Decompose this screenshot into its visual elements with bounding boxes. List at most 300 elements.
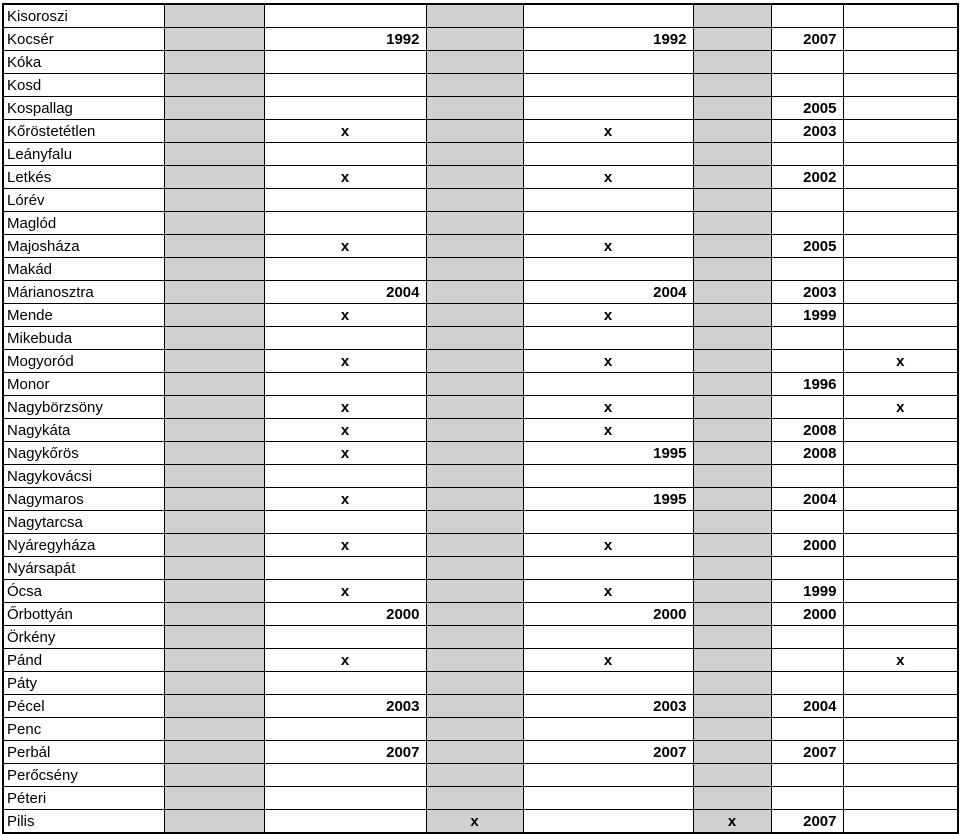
value-cell: x [523,649,693,672]
value-cell [693,465,771,488]
table-row [3,4,958,28]
value-cell [693,626,771,649]
value-cell [693,258,771,281]
value-cell: 2007 [771,741,843,764]
value-cell [843,74,958,97]
value-cell [426,603,523,626]
value-cell [843,28,958,51]
value-cell [771,649,843,672]
value-cell [426,28,523,51]
value-cell: x [523,304,693,327]
value-cell [426,419,523,442]
value-cell [523,373,693,396]
value-cell [164,166,264,189]
value-cell [771,396,843,419]
value-cell [843,764,958,787]
value-cell: x [264,120,426,143]
value-cell [771,465,843,488]
value-cell [164,672,264,695]
settlement-name-cell: Nagybörzsöny [3,396,164,419]
value-cell: 1999 [771,304,843,327]
settlement-name-cell: Leányfalu [3,143,164,166]
value-cell [843,442,958,465]
value-cell [426,787,523,810]
settlement-name-cell: Nyársapát [3,557,164,580]
value-cell [693,419,771,442]
value-cell [523,787,693,810]
value-cell [426,350,523,373]
value-cell [426,189,523,212]
table-row [3,373,958,396]
table-row [3,787,958,810]
value-cell [426,718,523,741]
value-cell [843,810,958,834]
value-cell: x [523,235,693,258]
value-cell [164,741,264,764]
table-row [3,695,958,718]
value-cell [771,189,843,212]
value-cell [264,511,426,534]
table-row [3,120,958,143]
value-cell: x [264,235,426,258]
value-cell [164,189,264,212]
value-cell [264,74,426,97]
value-cell: x [264,649,426,672]
value-cell [771,350,843,373]
settlement-name-cell: Pilis [3,810,164,834]
value-cell [164,810,264,834]
value-cell [843,626,958,649]
value-cell: x [523,166,693,189]
value-cell [693,442,771,465]
table-row [3,580,958,603]
value-cell [426,695,523,718]
value-cell [523,258,693,281]
settlement-name-cell: Majosháza [3,235,164,258]
settlement-name-cell: Kosd [3,74,164,97]
value-cell: 2000 [771,603,843,626]
table-row [3,51,958,74]
value-cell [523,4,693,28]
value-cell [164,442,264,465]
value-cell [164,350,264,373]
value-cell: 2000 [523,603,693,626]
value-cell [164,787,264,810]
table-row [3,672,958,695]
value-cell [843,718,958,741]
value-cell [164,626,264,649]
value-cell [843,557,958,580]
settlement-name-cell: Perbál [3,741,164,764]
table-row [3,649,958,672]
value-cell [523,511,693,534]
settlement-name-cell: Kocsér [3,28,164,51]
value-cell [164,28,264,51]
value-cell [426,580,523,603]
value-cell [693,718,771,741]
value-cell [164,327,264,350]
value-cell [843,419,958,442]
value-cell [843,741,958,764]
value-cell [426,327,523,350]
value-cell [693,350,771,373]
value-cell [693,511,771,534]
settlement-name-cell: Nagykáta [3,419,164,442]
value-cell [426,741,523,764]
value-cell: 1995 [523,488,693,511]
value-cell: 2000 [264,603,426,626]
settlement-name-cell: Márianosztra [3,281,164,304]
value-cell [523,764,693,787]
value-cell [164,74,264,97]
value-cell [843,580,958,603]
table-row [3,281,958,304]
value-cell [426,51,523,74]
value-cell [771,557,843,580]
value-cell [264,787,426,810]
value-cell [426,281,523,304]
value-cell [264,626,426,649]
value-cell [843,465,958,488]
value-cell [843,4,958,28]
value-cell: x [264,580,426,603]
value-cell [426,235,523,258]
value-cell [264,97,426,120]
value-cell [164,534,264,557]
value-cell [426,212,523,235]
table-row [3,327,958,350]
value-cell [843,281,958,304]
settlement-name-cell: Perőcsény [3,764,164,787]
value-cell: 2007 [523,741,693,764]
settlement-name-cell: Penc [3,718,164,741]
value-cell [426,373,523,396]
value-cell [264,189,426,212]
value-cell [426,396,523,419]
value-cell [693,51,771,74]
value-cell [164,258,264,281]
value-cell [693,143,771,166]
settlement-name-cell: Ócsa [3,580,164,603]
value-cell: 2003 [771,281,843,304]
value-cell: 2004 [264,281,426,304]
value-cell [164,718,264,741]
table-row [3,442,958,465]
value-cell [264,465,426,488]
value-cell [426,488,523,511]
table-row [3,534,958,557]
value-cell [843,672,958,695]
settlement-name-cell: Kospallag [3,97,164,120]
table-row [3,419,958,442]
settlement-name-cell: Maglód [3,212,164,235]
value-cell [164,557,264,580]
value-cell: 1992 [264,28,426,51]
value-cell [843,235,958,258]
settlement-name-cell: Pécel [3,695,164,718]
value-cell: 2004 [523,281,693,304]
value-cell [164,603,264,626]
value-cell [843,212,958,235]
value-cell [693,120,771,143]
value-cell [264,810,426,834]
value-cell: x [843,396,958,419]
value-cell [426,557,523,580]
value-cell [426,534,523,557]
table-row [3,511,958,534]
value-cell [426,764,523,787]
value-cell [693,166,771,189]
value-cell [164,764,264,787]
value-cell [426,304,523,327]
value-cell: 1992 [523,28,693,51]
table-row [3,557,958,580]
value-cell [164,235,264,258]
value-cell [843,787,958,810]
settlement-name-cell: Nagykovácsi [3,465,164,488]
table-row [3,235,958,258]
value-cell: x [523,580,693,603]
settlement-name-cell: Mende [3,304,164,327]
value-cell: 2007 [264,741,426,764]
table-row [3,350,958,373]
value-cell [771,258,843,281]
value-cell [843,695,958,718]
settlement-name-cell: Örkény [3,626,164,649]
table-row [3,189,958,212]
value-cell: 2008 [771,442,843,465]
value-cell [771,672,843,695]
value-cell [843,511,958,534]
value-cell [693,787,771,810]
value-cell: x [693,810,771,834]
value-cell [771,143,843,166]
value-cell [843,166,958,189]
value-cell [426,143,523,166]
settlement-name-cell: Péteri [3,787,164,810]
value-cell [426,511,523,534]
value-cell [426,465,523,488]
value-cell [264,143,426,166]
settlement-table [2,3,959,834]
value-cell: x [843,350,958,373]
settlement-name-cell: Monor [3,373,164,396]
value-cell [523,327,693,350]
value-cell [164,488,264,511]
value-cell [693,672,771,695]
settlement-name-cell: Nyáregyháza [3,534,164,557]
table-row [3,28,958,51]
value-cell [426,4,523,28]
settlement-name-cell: Mogyoród [3,350,164,373]
settlement-name-cell: Letkés [3,166,164,189]
value-cell: 1995 [523,442,693,465]
value-cell [843,327,958,350]
value-cell [693,396,771,419]
value-cell [164,143,264,166]
value-cell: x [264,488,426,511]
value-cell [693,557,771,580]
value-cell [164,695,264,718]
value-cell [843,373,958,396]
value-cell [693,488,771,511]
settlement-name-cell: Kóka [3,51,164,74]
value-cell: x [264,442,426,465]
settlement-name-cell: Nagytarcsa [3,511,164,534]
value-cell [771,51,843,74]
value-cell [426,626,523,649]
value-cell [523,97,693,120]
value-cell: 2003 [264,695,426,718]
value-cell [164,396,264,419]
settlement-name-cell: Kőröstetétlen [3,120,164,143]
value-cell [693,4,771,28]
value-cell [164,51,264,74]
value-cell: 2002 [771,166,843,189]
settlement-name-cell: Lórév [3,189,164,212]
value-cell [164,580,264,603]
value-cell [164,97,264,120]
value-cell [523,51,693,74]
table-row [3,212,958,235]
settlement-name-cell: Pánd [3,649,164,672]
value-cell [843,51,958,74]
value-cell [693,189,771,212]
value-cell [693,649,771,672]
value-cell: x [426,810,523,834]
table-row [3,810,958,834]
value-cell [426,649,523,672]
value-cell [693,74,771,97]
value-cell [264,4,426,28]
value-cell: 2003 [523,695,693,718]
value-cell [693,373,771,396]
value-cell: 2008 [771,419,843,442]
value-cell [693,304,771,327]
value-cell: x [523,534,693,557]
value-cell [693,28,771,51]
settlement-name-cell: Makád [3,258,164,281]
value-cell [164,511,264,534]
value-cell: 1996 [771,373,843,396]
value-cell [164,4,264,28]
value-cell: x [264,534,426,557]
value-cell [771,626,843,649]
value-cell [164,419,264,442]
value-cell [264,764,426,787]
value-cell: 2004 [771,488,843,511]
value-cell: x [264,304,426,327]
table-row [3,764,958,787]
value-cell [164,465,264,488]
value-cell [426,258,523,281]
value-cell: 2005 [771,97,843,120]
value-cell [843,120,958,143]
value-cell [843,488,958,511]
value-cell: x [523,350,693,373]
value-cell [843,143,958,166]
value-cell [771,212,843,235]
value-cell [693,741,771,764]
value-cell [693,235,771,258]
value-cell [164,281,264,304]
settlement-name-cell: Páty [3,672,164,695]
value-cell [771,787,843,810]
table-row [3,304,958,327]
value-cell [843,97,958,120]
value-cell [693,281,771,304]
value-cell: x [264,419,426,442]
value-cell [426,74,523,97]
value-cell: 2003 [771,120,843,143]
value-cell [264,51,426,74]
value-cell [843,189,958,212]
value-cell [843,304,958,327]
value-cell [771,718,843,741]
value-cell [523,212,693,235]
value-cell [164,373,264,396]
value-cell [164,212,264,235]
value-cell [164,120,264,143]
value-cell [264,373,426,396]
table-row [3,74,958,97]
value-cell [264,557,426,580]
value-cell [843,603,958,626]
value-cell [771,511,843,534]
value-cell [693,327,771,350]
table-row [3,166,958,189]
settlement-name-cell: Kisoroszi [3,4,164,28]
table-row [3,465,958,488]
value-cell [264,258,426,281]
value-cell: 1999 [771,580,843,603]
table-row [3,143,958,166]
value-cell: x [843,649,958,672]
value-cell [523,189,693,212]
value-cell [693,603,771,626]
value-cell [164,304,264,327]
value-cell: x [264,166,426,189]
value-cell: x [523,396,693,419]
value-cell [264,327,426,350]
value-cell: 2005 [771,235,843,258]
value-cell [264,718,426,741]
value-cell [693,212,771,235]
value-cell [843,258,958,281]
value-cell [843,534,958,557]
settlement-name-cell: Nagymaros [3,488,164,511]
settlement-name-cell: Őrbottyán [3,603,164,626]
value-cell: x [523,419,693,442]
table-row [3,626,958,649]
table-body [3,4,958,833]
value-cell: 2004 [771,695,843,718]
value-cell: x [264,396,426,419]
table-row [3,488,958,511]
value-cell [693,97,771,120]
value-cell [426,672,523,695]
value-cell [771,764,843,787]
value-cell [693,764,771,787]
value-cell: 2000 [771,534,843,557]
value-cell: 2007 [771,28,843,51]
value-cell [523,557,693,580]
value-cell [264,672,426,695]
value-cell [523,74,693,97]
value-cell: x [523,120,693,143]
value-cell [523,143,693,166]
value-cell [426,120,523,143]
